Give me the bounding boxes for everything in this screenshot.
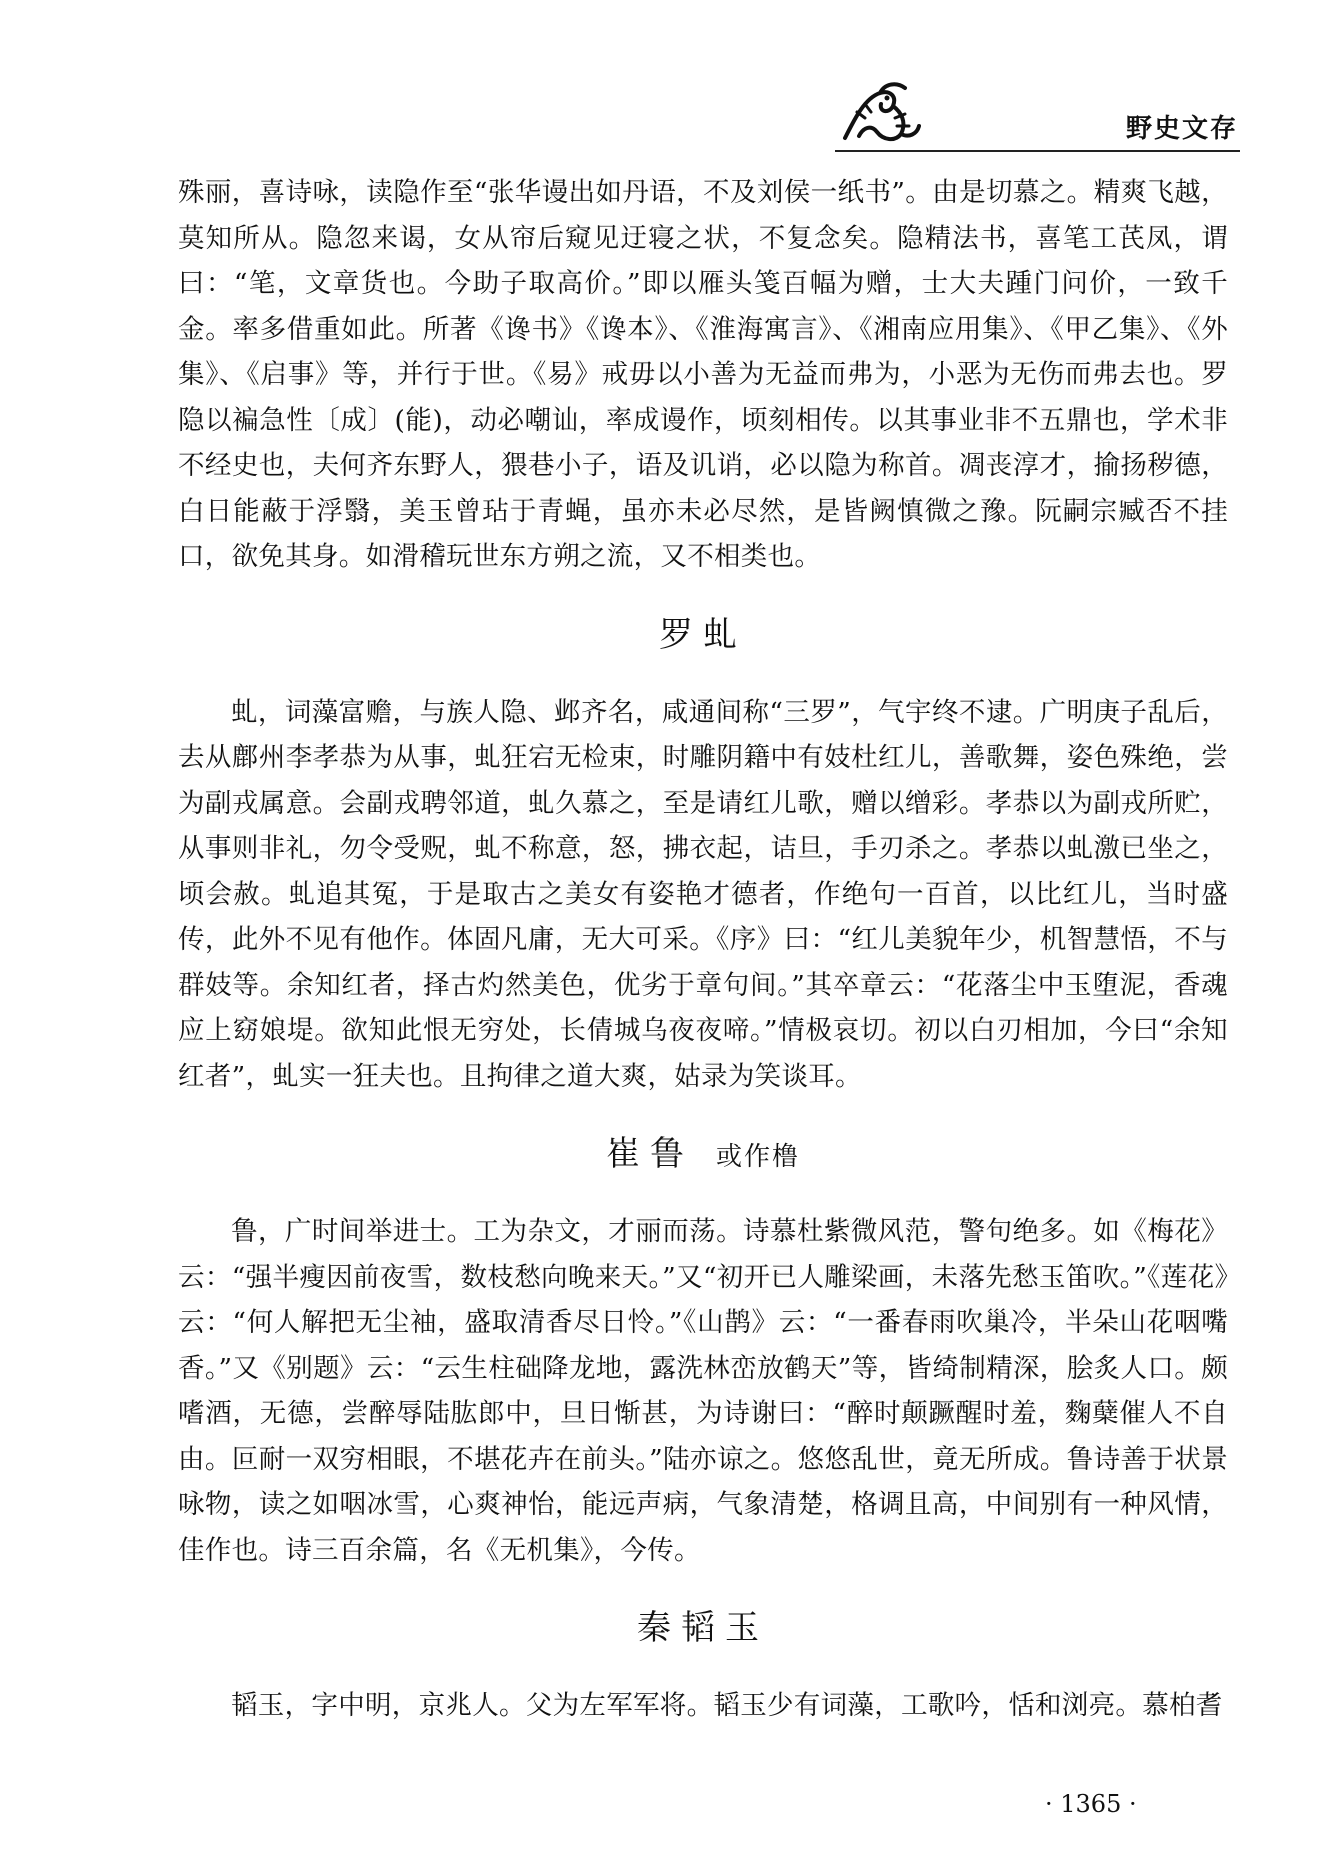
book-title: 野史文存 bbox=[1125, 114, 1238, 144]
section-title-text: 秦韬玉 bbox=[637, 1608, 769, 1648]
running-header bbox=[835, 78, 1240, 148]
qintaoyu-paragraph: 韬玉，字中明，京兆人。父为左军军将。韬玉少有词藻，工歌吟，恬和浏亮。慕柏耆 bbox=[231, 1690, 1223, 1721]
section-title-cuilu bbox=[178, 1099, 1228, 1209]
luoqiu-paragraph: 虬，词藻富赡，与族人隐、邺齐名，咸通间称“三罗”，气宇终不逮。广明庚子乱后，去从鄜州李孝恭为从事，虬狂宕无检束，时雕阴籍中有妓杜红儿，善歌舞，姿色殊绝，尝为副戎属意。会副戎聘邻道，虬久慕之，至是请红儿歌，赠以缯彩。孝恭以为副戎所贮，从事则非礼，勿令受贶，虬不称意，怒，拂衣起，诘旦，手刃杀之。孝恭以虬激已坐之，顷会赦。虬追其冤，于是取古之美女有姿艳才德者，作绝句一百首，以比红儿，当时盛传，此外不见有他作。体固凡庸，无大可采。《序》曰：“红儿美貌年少，机智慧悟，不与群妓等。余知红者，择古灼然美色，优劣于章句间。”其卒章云：“花落尘中玉堕泥，香魂应上窈娘堤。欲知此恨无穷处，长倩城乌夜夜啼。”情极哀切。初以白刃相加，今曰“余知红者”，虬实一狂夫也。且拘律之道大爽，姑录为笑谈耳。 bbox=[178, 696, 1228, 1092]
section-title-text: 罗虬 bbox=[659, 614, 747, 655]
header-rule bbox=[835, 150, 1240, 152]
page-body bbox=[178, 170, 1228, 1729]
intro-paragraph: 殊丽，喜诗咏，读隐作至“张华谩出如丹语，不及刘侯一纸书”。由是切慕之。精爽飞越，莫知所从。隐忽来谒，女从帘后窥见迂寝之状，不复念矣。隐精法书，喜笔工芪凤，谓曰：“笔，文章货也。今助子取高价。”即以雁头笺百幅为赠，士大夫踵门问价，一致千金。率多借重如此。所著《谗书》《谗本》、《淮海寓言》、《湘南应用集》、《甲乙集》、《外集》、《启事》等，并行于世。《易》戒毋以小善为无益而弗为，小恶为无伤而弗去也。罗隐以褊急性〔成〕(能)，动必嘲讪，率成谩作，顷刻相传。以其事业非不五鼎也，学术非不经史也，夫何齐东野人，猥巷小子，语及讥诮，必以隐为称首。凋丧淳才，揄扬秽德，白日能蔽于浮翳，美玉曾玷于青蝇，虽亦未必尽然，是皆阙慎微之豫。阮嗣宗臧否不挂口，欲免其身。如滑稽玩世东方朔之流，又不相类也。 bbox=[178, 177, 1228, 572]
section-title-qintaoyu bbox=[178, 1573, 1228, 1683]
section-title-text: 崔鲁 bbox=[605, 1134, 694, 1174]
section-title-note: 或作橹 bbox=[715, 1142, 800, 1172]
section-title-luoqiu bbox=[178, 580, 1228, 690]
page-number: · 1365 · bbox=[1045, 1790, 1137, 1818]
cuilu-paragraph: 鲁，广时间举进士。工为杂文，才丽而荡。诗慕杜紫微风范，警句绝多。如《梅花》云：“强半瘦因前夜雪，数枝愁向晚来天。”又“初开已人雕梁画，未落先愁玉笛吹。”《莲花》云：“何人解把无尘袖，盛取清香尽日怜。”《山鹊》云：“一番春雨吹巢冷，半朵山花咽嘴香。”又《别题》云：“云生柱础降龙地，露洗林峦放鹤天”等，皆绮制精深，脍炙人口。颇嗜酒，无德，尝醉辱陆肱郎中，旦日惭甚，为诗谢曰：“醉时颠蹶醒时羞，麴蘖催人不自由。叵耐一双穷相眼，不堪花卉在前头。”陆亦谅之。悠悠乱世，竟无所成。鲁诗善于状景咏物，读之如咽冰雪，心爽神怡，能远声病，气象清楚，格调且高，中间别有一种风情，佳作也。诗三百余篇，名《无机集》，今传。 bbox=[178, 1216, 1228, 1566]
dragon-emblem-icon bbox=[835, 78, 925, 148]
